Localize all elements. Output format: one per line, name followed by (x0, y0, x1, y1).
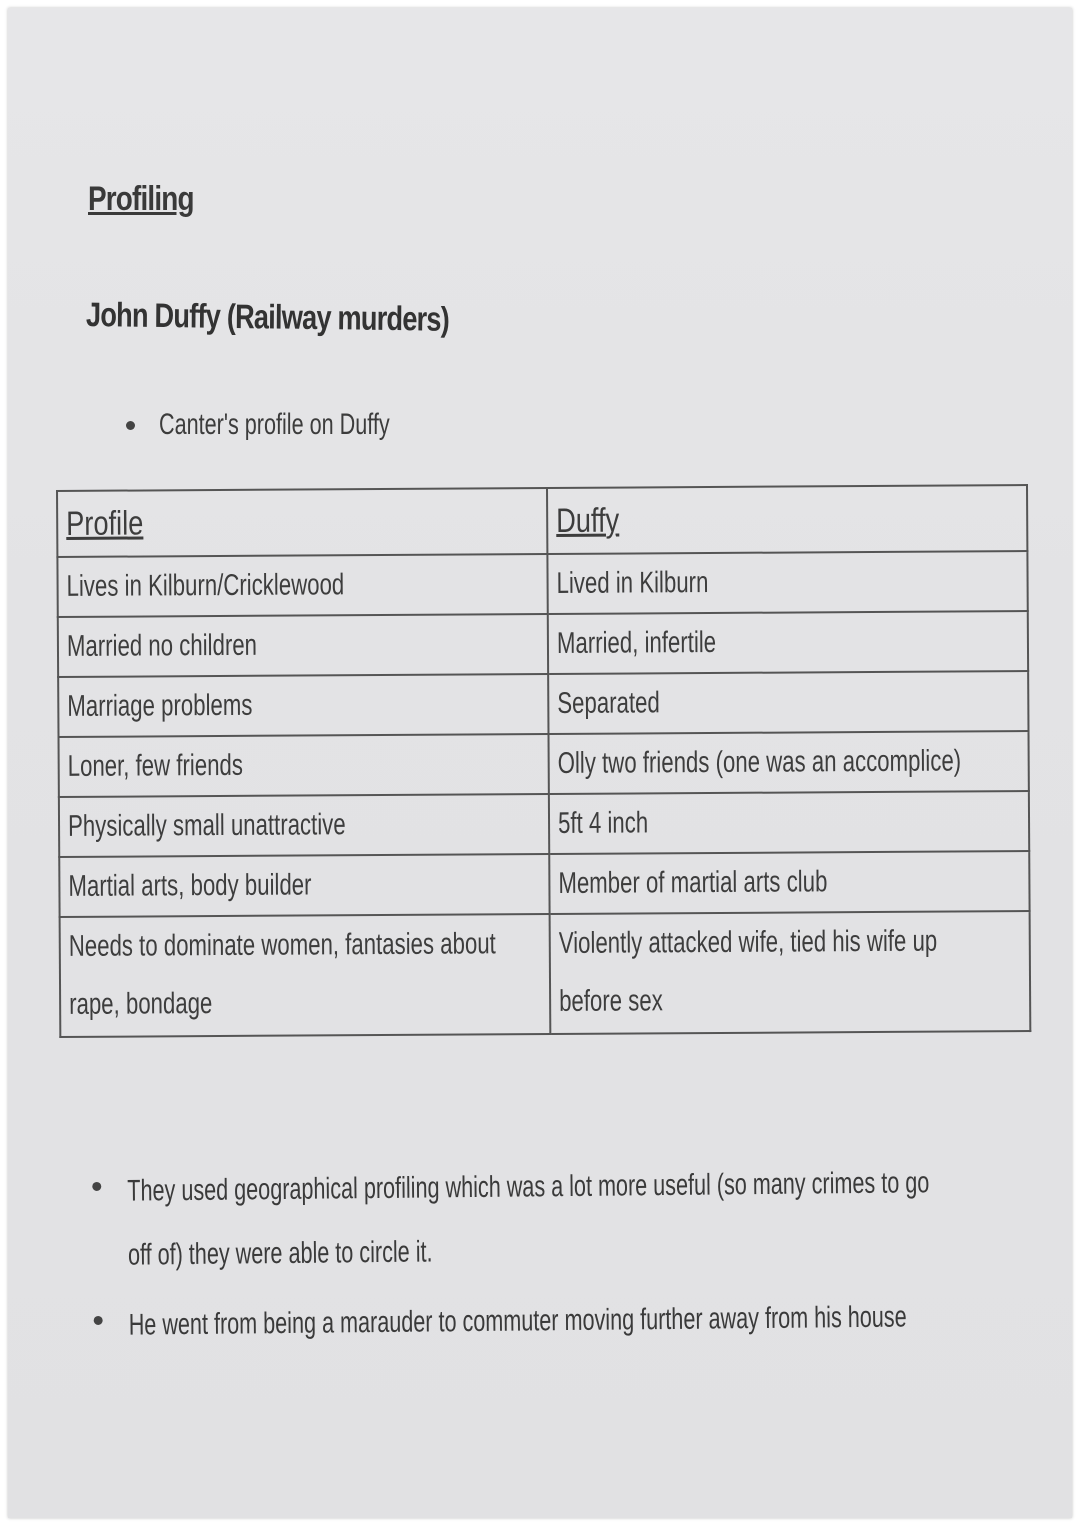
profile-table (56, 484, 1031, 1038)
duffy-cell: Married, infertile (548, 611, 1028, 674)
duffy-cell: Separated (548, 671, 1028, 734)
profile-cell: Lives in Kilburn/Cricklewood (57, 554, 547, 617)
profile-cell: Martial arts, body builder (59, 854, 549, 917)
table-row (60, 911, 1031, 1037)
notes-list (92, 1150, 1034, 1358)
note-text: They used geographical profiling which was a lot more useful (so many crimes to go off of) they were able to circle it. (127, 1166, 930, 1272)
intro-bullet-text: Canter's profile on Duffy (159, 408, 390, 441)
document-page (8, 8, 1072, 1518)
bullet-icon (126, 421, 135, 430)
duffy-cell: Member of martial arts club (549, 851, 1029, 914)
table-row (59, 791, 1029, 857)
profile-cell: Married no children (58, 614, 548, 677)
table-row (59, 731, 1029, 797)
table-row (58, 671, 1028, 737)
duffy-cell: 5ft 4 inch (549, 791, 1029, 854)
page-heading: Profiling (88, 180, 194, 218)
header-profile: Profile (57, 488, 547, 557)
profile-cell: Physically small unattractive (59, 794, 549, 857)
duffy-cell: Violently attacked wife, tied his wife up before sex (550, 911, 1031, 1034)
bullet-icon (92, 1182, 101, 1191)
table-row (59, 851, 1029, 917)
duffy-cell: Olly two friends (one was an accomplice) (548, 731, 1028, 794)
header-duffy: Duffy (547, 485, 1027, 554)
case-title: John Duffy (Railway murders) (85, 296, 450, 339)
table-row (58, 611, 1028, 677)
intro-bullet (126, 408, 479, 442)
table-row (57, 551, 1027, 617)
bullet-icon (94, 1316, 103, 1325)
note-text: He went from being a marauder to commuter moving further away from his house (128, 1300, 907, 1342)
list-item (93, 1284, 1034, 1358)
profile-cell: Marriage problems (58, 674, 548, 737)
duffy-cell: Lived in Kilburn (547, 551, 1027, 614)
profile-cell: Needs to dominate women, fantasies about rape, bondage (60, 914, 551, 1037)
table-header-row (57, 485, 1027, 557)
profile-cell: Loner, few friends (59, 734, 549, 797)
list-item (92, 1150, 1033, 1288)
